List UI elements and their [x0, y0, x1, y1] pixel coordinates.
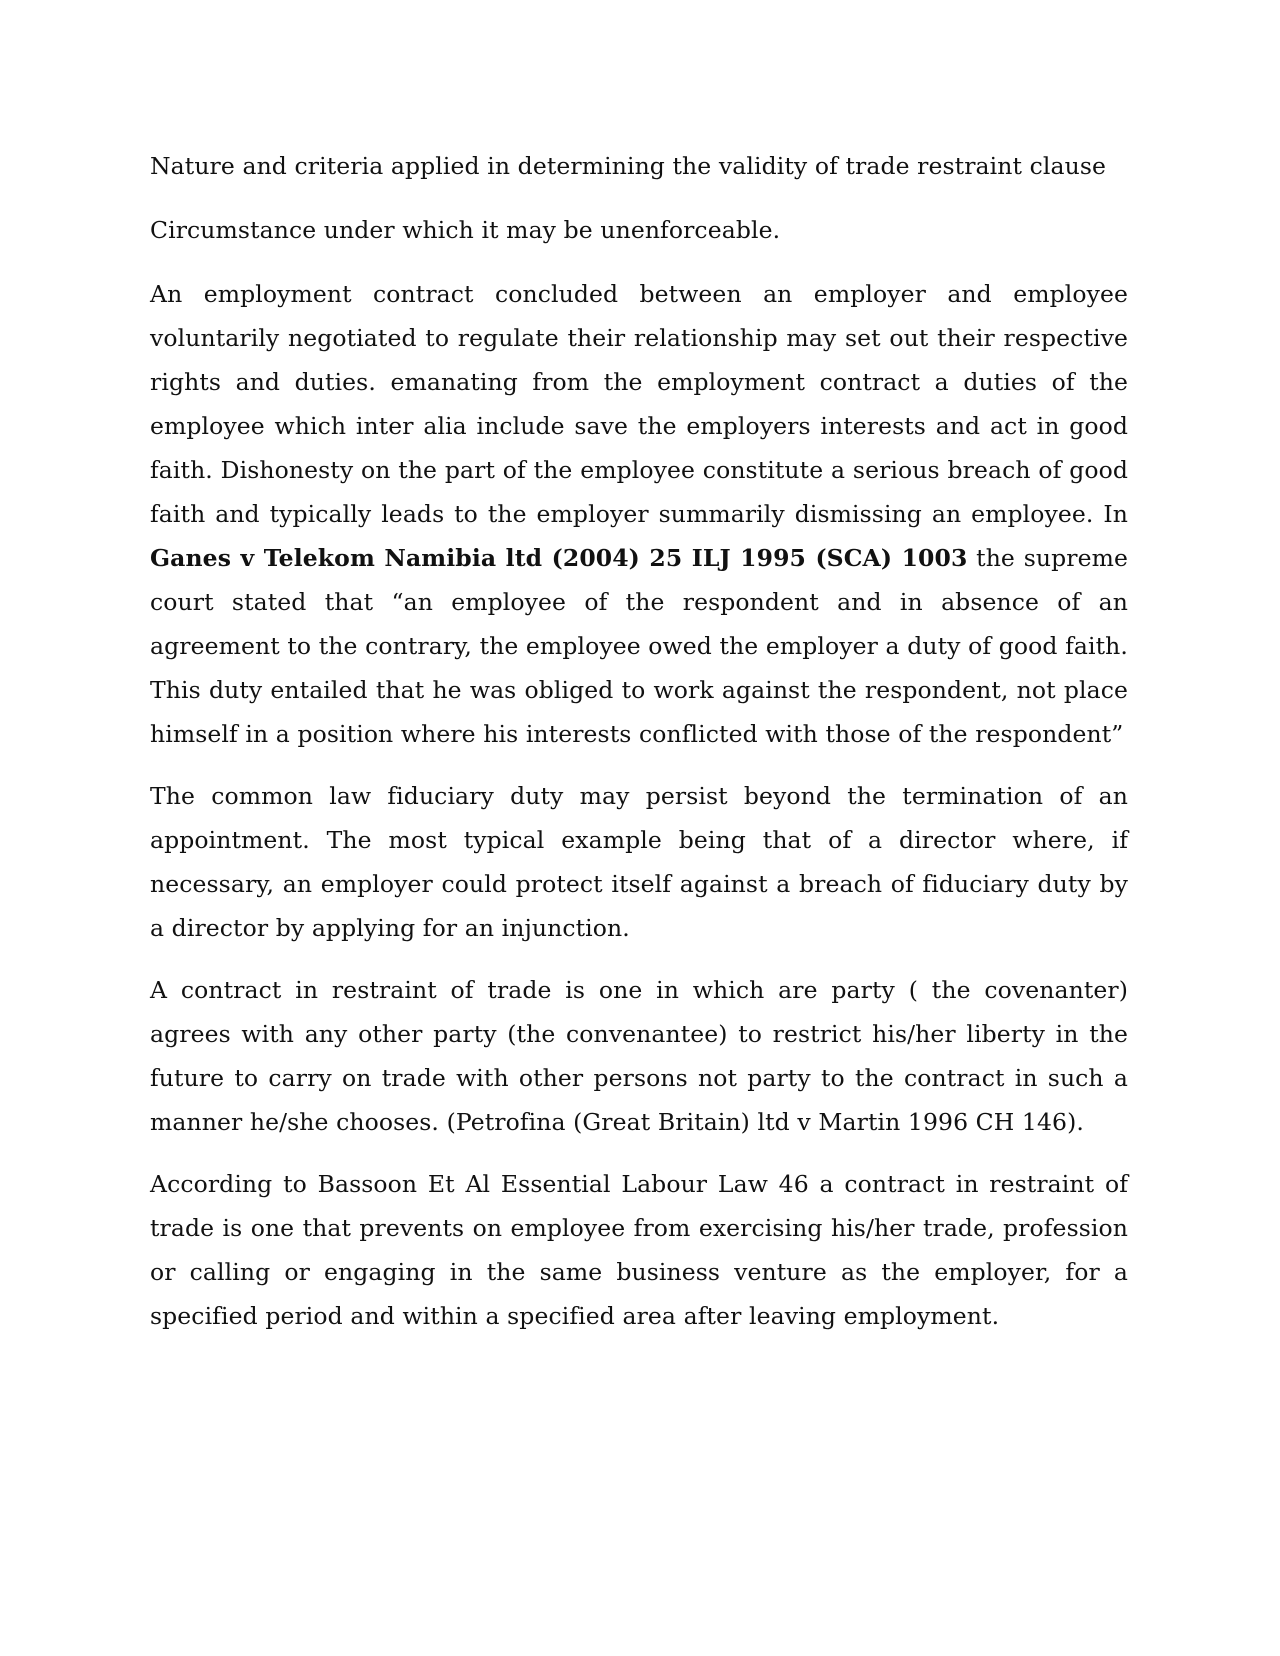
case-citation: Ganes v Telekom Namibia ltd (2004) 25 ILJ 1995 (SCA) 1003 — [150, 544, 968, 572]
paragraph-fiduciary-duty: The common law fiduciary duty may persist beyond the termination of an appointment. The most typical example being that of a director where, if necessary, an employer could protect itself against a breach of fiduciary duty by a director by applying for an injunction. — [150, 782, 1128, 942]
paragraph-employment-contract — [150, 272, 1128, 756]
paragraph-1-text-after: the supreme court stated that “an employee of the respondent and in absence of an agreement to the contrary, the employee owed the employer a duty of good faith. This duty entailed that he was obliged to work against the respondent, not place himself in a position where his interests conflicted with those of the respondent” — [150, 544, 1128, 748]
paragraph-bassoon-definition: According to Bassoon Et Al Essential Labour Law 46 a contract in restraint of trade is one that prevents on employee from exercising his/her trade, profession or calling or engaging in the same business venture as the employer, for a specified period and within a specified area after leaving employment. — [150, 1170, 1128, 1330]
paragraph-1-text-before: An employment contract concluded between an employer and employee voluntarily negotiated to regulate their relationship may set out their respective rights and duties. emanating from the employment contract a duties of the employee which inter alia include save the employers interests and act in good faith. Dishonesty on the part of the employee constitute a serious breach of good faith and typically leads to the employer summarily dismissing an employee. In — [150, 280, 1128, 528]
heading-line-1: Nature and criteria applied in determining the validity of trade restraint clause — [150, 152, 1107, 180]
paragraph-restraint-definition: A contract in restraint of trade is one in which are party ( the covenanter) agrees with any other party (the convenantee) to restrict his/her liberty in the future to carry on trade with other persons not party to the contract in such a manner he/she chooses. (Petrofina (Great Britain) ltd v Martin 1996 CH 146). — [150, 976, 1128, 1136]
document-body — [150, 144, 1128, 1356]
heading-line-2: Circumstance under which it may be unenforceable. — [150, 216, 781, 244]
